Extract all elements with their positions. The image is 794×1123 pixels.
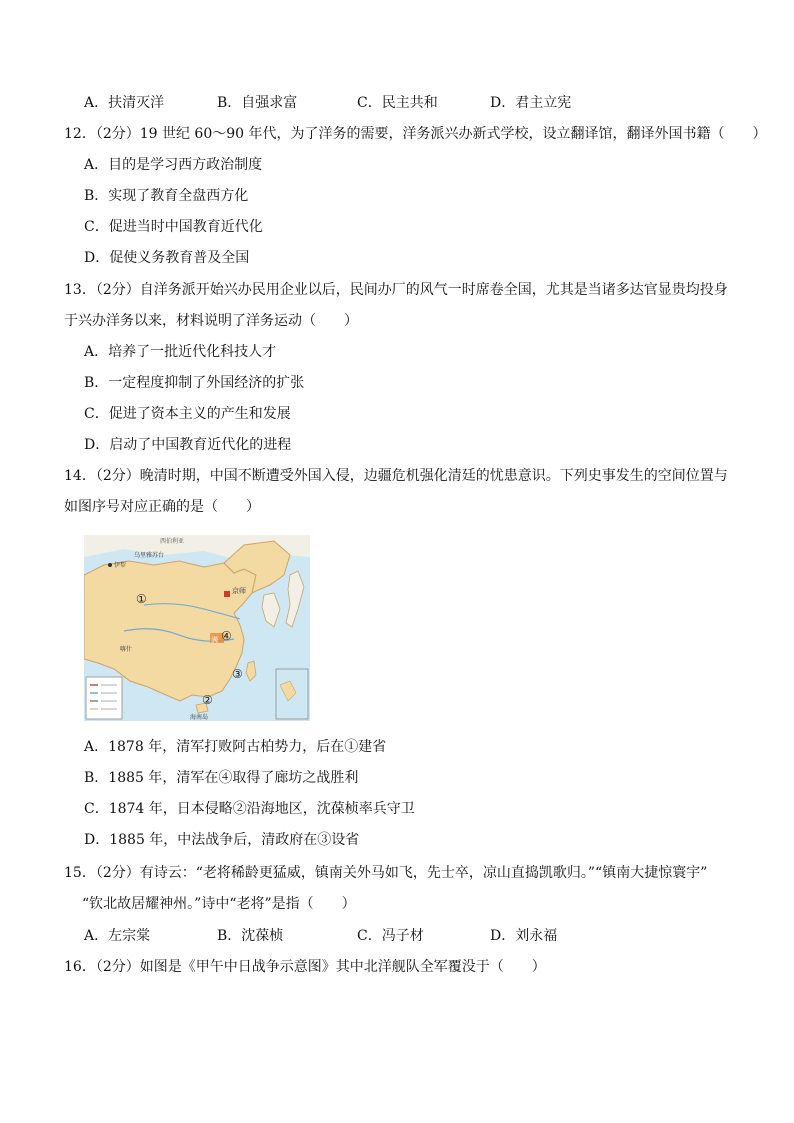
- q16-stem: 16．（2分）如图是《甲午中日战争示意图》其中北洋舰队全军覆没于（ ）: [64, 959, 546, 975]
- q11-option-b[interactable]: B．自强求富: [217, 95, 298, 111]
- q14-option-d[interactable]: D．1885 年，中法战争后，清政府在③设省: [84, 832, 360, 848]
- q14-stem-line1: 14．（2分）晚清时期，中国不断遭受外国入侵，边疆危机强化清廷的忧患意识。下列史事发生的空间位置与: [64, 468, 728, 484]
- q15-option-a[interactable]: A．左宗棠: [84, 928, 151, 944]
- map-label-ili: 伊犁: [114, 562, 127, 569]
- q15-option-b[interactable]: B．沈葆桢: [217, 928, 284, 944]
- q12-option-d[interactable]: D．促使义务教育普及全国: [84, 250, 250, 266]
- map-marker-4: ④: [221, 629, 232, 643]
- q12-stem: 12．（2分）19 世纪 60～90 年代，为了洋务的需要，洋务派兴办新式学校，设立翻译馆，翻译外国书籍（ ）: [64, 126, 767, 142]
- q15-stem-line2: “钦北故居耀神州。”诗中“老将”是指（ ）: [82, 896, 356, 912]
- q12-option-b[interactable]: B．实现了教育全盘西方化: [84, 188, 249, 204]
- q11-option-c[interactable]: C．民主共和: [357, 95, 438, 111]
- q13-option-b[interactable]: B．一定程度抑制了外国经济的扩张: [84, 375, 305, 391]
- map-label-siberia: 西伯利亚: [160, 538, 185, 545]
- q15-option-d[interactable]: D．刘永福: [490, 928, 558, 944]
- map-marker-2: ②: [202, 693, 213, 707]
- map-label-hainan: 海南岛: [190, 714, 209, 721]
- map-label-kashgar: 喀什: [120, 646, 133, 653]
- q13-stem-line1: 13．（2分）自洋务派开始兴办民用企业以后，民间办厂的风气一时席卷全国，尤其是当诸多达官显贵均投身: [64, 282, 728, 298]
- q15-stem-line1: 15．（2分）有诗云：“老将稀龄更猛威，镇南关外马如飞，先士卒，凉山直捣凯歌归。”“镇南大捷惊寰宇”: [64, 865, 708, 881]
- map-marker-1: ①: [136, 592, 147, 606]
- q13-stem-line2: 于兴办洋务以来，材料说明了洋务运动（ ）: [64, 313, 358, 329]
- q14-option-c[interactable]: C．1874 年，日本侵略②沿海地区，沈葆桢率兵守卫: [84, 801, 415, 817]
- q15-option-c[interactable]: C．冯子材: [357, 928, 424, 944]
- q13-option-a[interactable]: A．培养了一批近代化科技人才: [84, 344, 277, 360]
- q14-option-a[interactable]: A．1878 年，清军打败阿古柏势力，后在①建省: [84, 739, 387, 755]
- map-label-man: 满: [211, 636, 218, 644]
- q11-option-a[interactable]: A．扶清灭洋: [84, 95, 165, 111]
- q14-stem-line2: 如图序号对应正确的是（ ）: [64, 499, 260, 515]
- map-marker-3: ③: [232, 667, 243, 681]
- map-label-uliastai: 乌里雅苏台: [134, 552, 165, 559]
- q14-option-b[interactable]: B．1885 年，清军在④取得了廊坊之战胜利: [84, 770, 359, 786]
- map-label-capital: 京师: [232, 587, 246, 595]
- qing-map-figure: [84, 535, 310, 721]
- q12-option-c[interactable]: C．促进当时中国教育近代化: [84, 219, 263, 235]
- q12-option-a[interactable]: A．目的是学习西方政治制度: [84, 157, 263, 173]
- q11-option-d[interactable]: D．君主立宪: [490, 95, 572, 111]
- q13-option-d[interactable]: D．启动了中国教育近代化的进程: [84, 437, 292, 453]
- q13-option-c[interactable]: C．促进了资本主义的产生和发展: [84, 406, 291, 422]
